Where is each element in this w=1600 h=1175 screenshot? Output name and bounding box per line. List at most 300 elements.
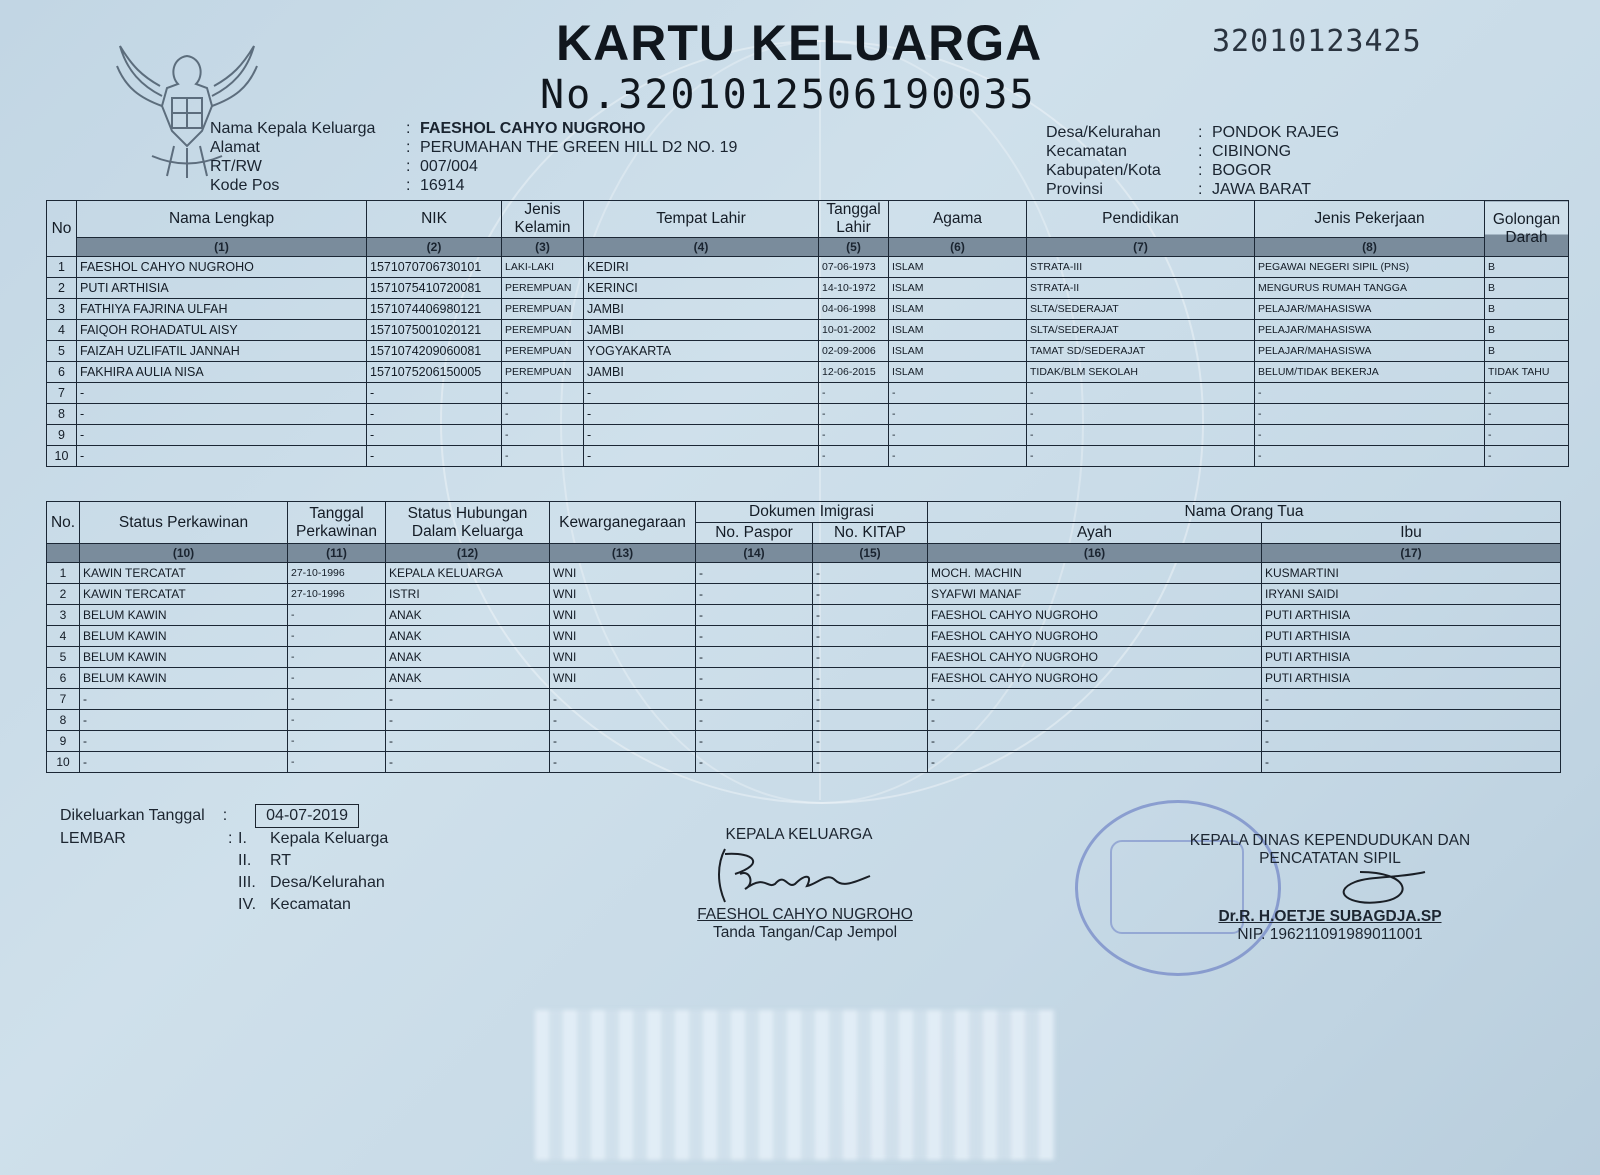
table-cell: - — [1027, 404, 1255, 425]
table-row — [47, 647, 1561, 668]
table-cell: - — [1262, 689, 1561, 710]
table-cell: - — [288, 731, 386, 752]
official-title-line2: PENCATATAN SIPIL — [1259, 850, 1401, 867]
lembar-item: IV. Kecamatan — [238, 896, 351, 913]
table-cell: WNI — [550, 584, 696, 605]
table-cell: PEREMPUAN — [502, 362, 584, 383]
header-row-alamat: Alamat : PERUMAHAN THE GREEN HILL D2 NO. 19 — [210, 139, 738, 156]
col-header-no-paspor: No. Paspor — [696, 523, 813, 544]
col-code: (15) — [813, 544, 928, 563]
row-number: 5 — [47, 341, 77, 362]
header-row-kodepos: Kode Pos : 16914 — [210, 177, 465, 194]
family-card-number: No.3201012506190035 — [540, 72, 1036, 118]
table-cell: ISLAM — [889, 362, 1027, 383]
header-label: RT/RW — [210, 158, 262, 175]
table-cell: - — [1255, 383, 1485, 404]
table-cell: - — [77, 446, 367, 467]
header-label: Kode Pos — [210, 177, 280, 194]
table-cell: FAIZAH UZLIFATIL JANNAH — [77, 341, 367, 362]
row-number: 1 — [47, 563, 80, 584]
table-cell: STRATA-III — [1027, 257, 1255, 278]
col-header-no-kitap: No. KITAP — [813, 523, 928, 544]
issued-label: Dikeluarkan Tanggal — [60, 807, 205, 824]
table-cell: PELAJAR/MAHASISWA — [1255, 341, 1485, 362]
table-cell: MENGURUS RUMAH TANGGA — [1255, 278, 1485, 299]
table-cell: - — [889, 425, 1027, 446]
status-table — [46, 501, 1561, 773]
col-code: (6) — [889, 238, 1027, 257]
status-header-row-1 — [47, 502, 1561, 523]
table-cell: - — [813, 605, 928, 626]
table-cell: 07-06-1973 — [819, 257, 889, 278]
table-cell: - — [1027, 383, 1255, 404]
table-cell: PEREMPUAN — [502, 320, 584, 341]
table-cell: KUSMARTINI — [1262, 563, 1561, 584]
table-cell: PEGAWAI NEGERI SIPIL (PNS) — [1255, 257, 1485, 278]
header-label: Provinsi — [1046, 181, 1103, 198]
table-cell: ANAK — [386, 647, 550, 668]
members-header-row — [47, 201, 1569, 238]
row-number: 6 — [47, 362, 77, 383]
table-cell: JAMBI — [584, 362, 819, 383]
table-cell: - — [889, 404, 1027, 425]
table-cell: IRYANI SAIDI — [1262, 584, 1561, 605]
table-cell: - — [813, 626, 928, 647]
table-cell: PUTI ARTHISIA — [1262, 626, 1561, 647]
table-cell: - — [928, 752, 1262, 773]
table-cell: - — [80, 752, 288, 773]
table-cell: ISLAM — [889, 299, 1027, 320]
table-cell: - — [288, 647, 386, 668]
table-cell: PUTI ARTHISIA — [1262, 668, 1561, 689]
table-cell: - — [502, 383, 584, 404]
table-cell: - — [696, 668, 813, 689]
table-cell: - — [813, 668, 928, 689]
table-cell: KEDIRI — [584, 257, 819, 278]
table-cell: - — [1255, 446, 1485, 467]
table-row — [47, 731, 1561, 752]
table-cell: ANAK — [386, 605, 550, 626]
table-cell: 1571070706730101 — [367, 257, 502, 278]
header-label: Kecamatan — [1046, 143, 1127, 160]
table-cell: B — [1485, 341, 1569, 362]
col-code: (2) — [367, 238, 502, 257]
header-value: JAWA BARAT — [1212, 181, 1311, 198]
table-cell: 27-10-1996 — [288, 584, 386, 605]
col-code: (5) — [819, 238, 889, 257]
table-row — [47, 626, 1561, 647]
table-cell: PEREMPUAN — [502, 299, 584, 320]
table-cell: FAESHOL CAHYO NUGROHO — [928, 647, 1262, 668]
col-header-agama: Agama — [889, 201, 1027, 238]
table-cell: - — [1262, 752, 1561, 773]
table-cell: - — [813, 563, 928, 584]
header-label: Alamat — [210, 139, 260, 156]
col-header-kewarganegaraan: Kewarganegaraan — [550, 502, 696, 544]
col-header-ayah: Ayah — [928, 523, 1262, 544]
table-row — [47, 404, 1569, 425]
table-cell: - — [928, 731, 1262, 752]
members-code-row — [47, 238, 1569, 257]
table-cell: B — [1485, 299, 1569, 320]
table-cell: B — [1485, 257, 1569, 278]
table-cell: - — [288, 710, 386, 731]
row-number: 5 — [47, 647, 80, 668]
table-cell: FAKHIRA AULIA NISA — [77, 362, 367, 383]
table-cell: ISTRI — [386, 584, 550, 605]
status-table-body — [47, 563, 1561, 773]
lembar-label: LEMBAR — [60, 830, 126, 847]
table-cell: ANAK — [386, 668, 550, 689]
table-cell: - — [819, 425, 889, 446]
table-cell: - — [696, 605, 813, 626]
table-cell: - — [819, 383, 889, 404]
table-row — [47, 668, 1561, 689]
col-header-tempat-lahir: Tempat Lahir — [584, 201, 819, 238]
lembar-list — [228, 828, 388, 916]
table-cell: PUTI ARTHISIA — [1262, 605, 1561, 626]
header-value: FAESHOL CAHYO NUGROHO — [420, 120, 646, 137]
header-row-kepala: Nama Kepala Keluarga : FAESHOL CAHYO NUGROHO — [210, 120, 646, 137]
table-cell: WNI — [550, 563, 696, 584]
header-left — [210, 119, 737, 195]
table-cell: - — [696, 647, 813, 668]
table-cell: - — [813, 584, 928, 605]
col-header-ibu: Ibu — [1262, 523, 1561, 544]
table-row — [47, 257, 1569, 278]
table-cell: - — [502, 404, 584, 425]
header-label: Kabupaten/Kota — [1046, 162, 1161, 179]
col-code: (8) — [1255, 238, 1485, 257]
table-cell: 02-09-2006 — [819, 341, 889, 362]
row-number: 1 — [47, 257, 77, 278]
header-row-desa: Desa/Kelurahan : PONDOK RAJEG — [1046, 124, 1340, 141]
lembar-block — [60, 828, 388, 916]
official-nip: NIP. 196211091989011001 — [1237, 926, 1423, 943]
col-code: (4) — [584, 238, 819, 257]
table-cell: JAMBI — [584, 299, 819, 320]
table-cell: - — [813, 752, 928, 773]
table-cell: - — [928, 689, 1262, 710]
table-cell: BELUM KAWIN — [80, 668, 288, 689]
table-cell: BELUM KAWIN — [80, 626, 288, 647]
table-cell: - — [813, 731, 928, 752]
table-row — [47, 752, 1561, 773]
table-cell: - — [367, 404, 502, 425]
table-cell: KAWIN TERCATAT — [80, 563, 288, 584]
official-signature-icon — [1210, 868, 1450, 908]
table-cell: - — [696, 689, 813, 710]
table-cell: ANAK — [386, 626, 550, 647]
col-code: (11) — [288, 544, 386, 563]
lembar-item: : I. Kepala Keluarga — [228, 830, 389, 847]
col-code-blank — [47, 544, 80, 563]
row-number: 2 — [47, 278, 77, 299]
table-cell: - — [550, 752, 696, 773]
table-cell: - — [367, 446, 502, 467]
redacted-area — [535, 1010, 1055, 1160]
signer-name: FAESHOL CAHYO NUGROHO — [697, 906, 913, 923]
head-of-family-signature — [680, 826, 930, 942]
table-cell: - — [550, 689, 696, 710]
table-row — [47, 605, 1561, 626]
table-cell: JAMBI — [584, 320, 819, 341]
header-label: Desa/Kelurahan — [1046, 124, 1161, 141]
col-header-nik: NIK — [367, 201, 502, 238]
header-row-kecamatan: Kecamatan : CIBINONG — [1046, 143, 1292, 160]
table-cell: - — [550, 731, 696, 752]
col-header-tanggal-lahir: Tanggal Lahir — [819, 201, 889, 238]
table-cell: - — [1255, 425, 1485, 446]
table-cell: - — [288, 752, 386, 773]
col-header-nama-orang-tua: Nama Orang Tua — [928, 502, 1561, 523]
table-cell: 14-10-1972 — [819, 278, 889, 299]
table-cell: KEPALA KELUARGA — [386, 563, 550, 584]
row-number: 9 — [47, 731, 80, 752]
table-cell: - — [584, 446, 819, 467]
table-cell: BELUM/TIDAK BEKERJA — [1255, 362, 1485, 383]
table-row — [47, 299, 1569, 320]
table-cell: - — [1255, 404, 1485, 425]
header-value: BOGOR — [1212, 162, 1272, 179]
table-cell: ISLAM — [889, 320, 1027, 341]
header-right — [1046, 123, 1339, 199]
col-code: (12) — [386, 544, 550, 563]
table-cell: - — [502, 446, 584, 467]
table-cell: - — [1262, 710, 1561, 731]
table-cell: B — [1485, 278, 1569, 299]
header-row-provinsi: Provinsi : JAWA BARAT — [1046, 181, 1311, 198]
table-cell: - — [696, 731, 813, 752]
col-code: (14) — [696, 544, 813, 563]
table-cell: YOGYAKARTA — [584, 341, 819, 362]
row-number: 8 — [47, 404, 77, 425]
row-number: 3 — [47, 605, 80, 626]
table-cell: - — [1027, 446, 1255, 467]
table-cell: 1571074406980121 — [367, 299, 502, 320]
table-cell: 12-06-2015 — [819, 362, 889, 383]
table-cell: - — [77, 383, 367, 404]
row-number: 10 — [47, 752, 80, 773]
table-cell: - — [80, 710, 288, 731]
table-row — [47, 563, 1561, 584]
table-cell: FAESHOL CAHYO NUGROHO — [928, 668, 1262, 689]
table-cell: - — [1485, 446, 1569, 467]
table-cell: PELAJAR/MAHASISWA — [1255, 320, 1485, 341]
table-cell: - — [1262, 731, 1561, 752]
row-number: 6 — [47, 668, 80, 689]
table-cell: - — [819, 446, 889, 467]
members-table — [46, 200, 1569, 467]
col-header-status-perkawinan: Status Perkawinan — [80, 502, 288, 544]
table-cell: - — [584, 383, 819, 404]
table-cell: - — [696, 563, 813, 584]
header-label: Nama Kepala Keluarga — [210, 120, 376, 137]
table-row — [47, 278, 1569, 299]
table-row — [47, 362, 1569, 383]
header-row-kabupaten: Kabupaten/Kota : BOGOR — [1046, 162, 1272, 179]
table-cell: WNI — [550, 647, 696, 668]
table-cell: WNI — [550, 605, 696, 626]
table-cell: FAESHOL CAHYO NUGROHO — [77, 257, 367, 278]
header-row-rtrw: RT/RW : 007/004 — [210, 158, 478, 175]
table-cell: BELUM KAWIN — [80, 605, 288, 626]
table-cell: PUTI ARTHISIA — [77, 278, 367, 299]
table-cell: SLTA/SEDERAJAT — [1027, 320, 1255, 341]
table-cell: - — [80, 689, 288, 710]
table-row — [47, 446, 1569, 467]
table-cell: - — [386, 752, 550, 773]
lembar-item: III. Desa/Kelurahan — [238, 874, 385, 891]
table-cell: 27-10-1996 — [288, 563, 386, 584]
table-cell: - — [550, 710, 696, 731]
row-number: 2 — [47, 584, 80, 605]
status-code-row — [47, 544, 1561, 563]
table-cell: - — [288, 605, 386, 626]
table-cell: 1571075410720081 — [367, 278, 502, 299]
table-cell: - — [1485, 404, 1569, 425]
table-row — [47, 341, 1569, 362]
row-number: 4 — [47, 320, 77, 341]
table-cell: - — [288, 668, 386, 689]
table-cell: TIDAK/BLM SEKOLAH — [1027, 362, 1255, 383]
official-signature — [1160, 832, 1500, 944]
table-cell: - — [386, 689, 550, 710]
table-cell: - — [813, 647, 928, 668]
table-cell: - — [367, 425, 502, 446]
table-cell: KAWIN TERCATAT — [80, 584, 288, 605]
table-cell: - — [813, 710, 928, 731]
row-number: 7 — [47, 689, 80, 710]
table-cell: SLTA/SEDERAJAT — [1027, 299, 1255, 320]
table-cell: LAKI-LAKI — [502, 257, 584, 278]
table-cell: - — [696, 584, 813, 605]
issued-date: 04-07-2019 — [255, 804, 359, 828]
table-cell: WNI — [550, 668, 696, 689]
table-row — [47, 383, 1569, 404]
col-header-no: No — [47, 201, 77, 257]
table-cell: - — [367, 383, 502, 404]
row-number: 4 — [47, 626, 80, 647]
table-row — [47, 320, 1569, 341]
table-cell: - — [288, 626, 386, 647]
col-code: (17) — [1262, 544, 1561, 563]
col-header-golongan-darah: Golongan Darah — [1485, 201, 1569, 257]
col-header-status-hubungan: Status Hubungan Dalam Keluarga — [386, 502, 550, 544]
table-cell: FAESHOL CAHYO NUGROHO — [928, 626, 1262, 647]
table-cell: FATHIYA FAJRINA ULFAH — [77, 299, 367, 320]
col-code: (3) — [502, 238, 584, 257]
official-name: Dr.R. H.OETJE SUBAGDJA.SP — [1218, 908, 1442, 925]
table-cell: - — [696, 710, 813, 731]
table-cell: - — [584, 404, 819, 425]
table-cell: WNI — [550, 626, 696, 647]
table-cell: - — [819, 404, 889, 425]
table-cell: - — [1485, 425, 1569, 446]
row-number: 8 — [47, 710, 80, 731]
table-cell: - — [584, 425, 819, 446]
table-cell: FAESHOL CAHYO NUGROHO — [928, 605, 1262, 626]
table-cell: - — [1027, 425, 1255, 446]
header-value: PONDOK RAJEG — [1212, 124, 1340, 141]
table-cell: - — [696, 752, 813, 773]
issued-row: Dikeluarkan Tanggal : 04-07-2019 — [60, 804, 388, 828]
table-cell: ISLAM — [889, 278, 1027, 299]
members-table-body — [47, 257, 1569, 467]
serial-number: 32010123425 — [1212, 24, 1422, 59]
header-value: 007/004 — [420, 158, 478, 175]
table-cell: - — [889, 446, 1027, 467]
col-header-tanggal-perkawinan: Tanggal Perkawinan — [288, 502, 386, 544]
table-cell: 10-01-2002 — [819, 320, 889, 341]
table-row — [47, 710, 1561, 731]
table-row — [47, 584, 1561, 605]
table-cell: BELUM KAWIN — [80, 647, 288, 668]
col-header-pekerjaan: Jenis Pekerjaan — [1255, 201, 1485, 238]
table-cell: 1571075001020121 — [367, 320, 502, 341]
table-cell: - — [80, 731, 288, 752]
col-header-jenis-kelamin: Jenis Kelamin — [502, 201, 584, 238]
table-cell: PEREMPUAN — [502, 341, 584, 362]
table-cell: - — [502, 425, 584, 446]
col-header-nama: Nama Lengkap — [77, 201, 367, 238]
row-number: 7 — [47, 383, 77, 404]
issue-info — [60, 804, 388, 916]
col-header-dokumen-imigrasi: Dokumen Imigrasi — [696, 502, 928, 523]
table-cell: ISLAM — [889, 257, 1027, 278]
lembar-item: II. RT — [238, 852, 292, 869]
official-title-line1: KEPALA DINAS KEPENDUDUKAN DAN — [1189, 832, 1471, 849]
table-cell: B — [1485, 320, 1569, 341]
signature-caption: Tanda Tangan/Cap Jempol — [712, 924, 898, 941]
table-cell: MOCH. MACHIN — [928, 563, 1262, 584]
table-cell: STRATA-II — [1027, 278, 1255, 299]
handwritten-signature-icon — [695, 844, 915, 906]
table-cell: SYAFWI MANAF — [928, 584, 1262, 605]
col-header-no: No. — [47, 502, 80, 544]
col-header-pendidikan: Pendidikan — [1027, 201, 1255, 238]
signature-title: KEPALA KELUARGA — [725, 826, 873, 843]
table-cell: - — [889, 383, 1027, 404]
row-number: 9 — [47, 425, 77, 446]
table-cell: 04-06-1998 — [819, 299, 889, 320]
table-cell: - — [928, 710, 1262, 731]
row-number: 10 — [47, 446, 77, 467]
document-title: KARTU KELUARGA — [556, 15, 1043, 71]
header-value: CIBINONG — [1212, 143, 1292, 160]
table-cell: PUTI ARTHISIA — [1262, 647, 1561, 668]
table-cell: 1571075206150005 — [367, 362, 502, 383]
col-code: (1) — [77, 238, 367, 257]
col-code: (16) — [928, 544, 1262, 563]
col-code: (7) — [1027, 238, 1255, 257]
table-cell: - — [386, 731, 550, 752]
table-cell: FAIQOH ROHADATUL AISY — [77, 320, 367, 341]
col-code: (10) — [80, 544, 288, 563]
table-row — [47, 425, 1569, 446]
table-cell: - — [288, 689, 386, 710]
table-row — [47, 689, 1561, 710]
table-cell: PEREMPUAN — [502, 278, 584, 299]
table-cell: - — [77, 404, 367, 425]
col-code: (13) — [550, 544, 696, 563]
table-cell: - — [386, 710, 550, 731]
table-cell: ISLAM — [889, 341, 1027, 362]
table-cell: - — [1485, 383, 1569, 404]
table-cell: TAMAT SD/SEDERAJAT — [1027, 341, 1255, 362]
row-number: 3 — [47, 299, 77, 320]
table-cell: 1571074209060081 — [367, 341, 502, 362]
